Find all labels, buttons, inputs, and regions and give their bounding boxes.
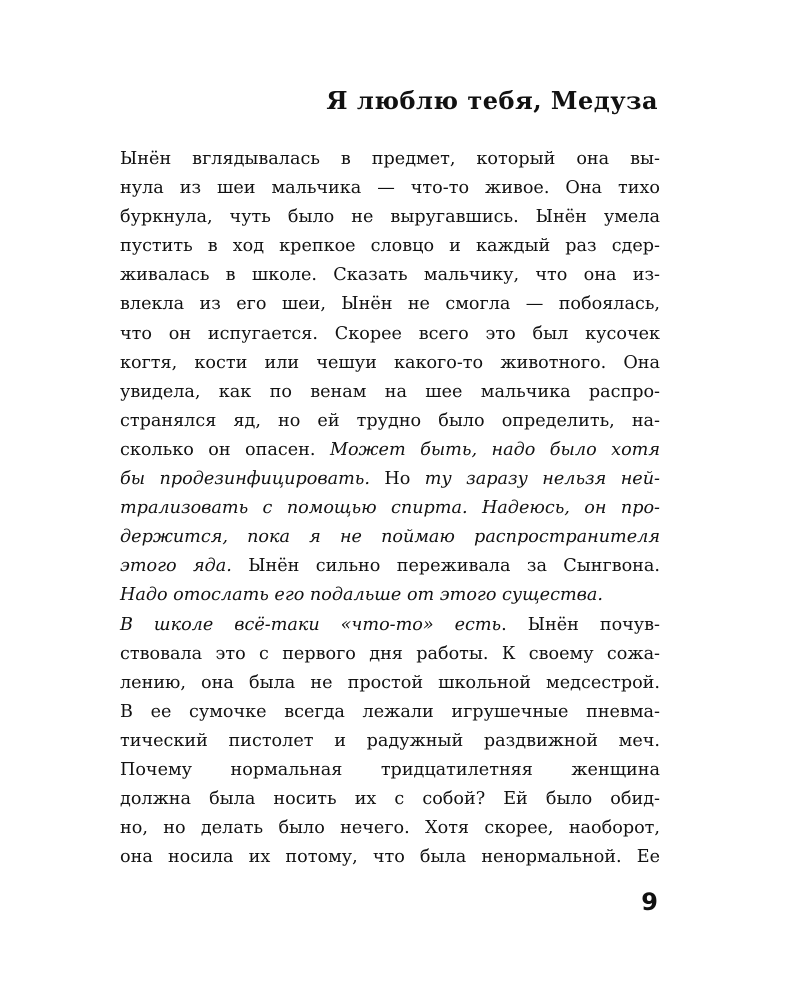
text-line bbox=[120, 727, 660, 756]
text-line bbox=[120, 407, 660, 436]
text-line bbox=[120, 640, 660, 669]
text-segment: но, но делать было нечего. Хотя скорее, наоборот, bbox=[120, 818, 660, 839]
text-segment: что он испугается. Скорее всего это был кусочек bbox=[120, 323, 660, 344]
italic-text-segment: бы продезинфицировать. bbox=[120, 469, 370, 490]
text-line bbox=[120, 349, 660, 378]
text-segment: должна была носить их с собой? Ей было обид- bbox=[120, 789, 660, 810]
italic-text-segment: трализовать с помощью спирта. Надеюсь, он про- bbox=[120, 498, 660, 519]
text-line bbox=[120, 494, 660, 523]
text-segment: Ынён сильно переживала за Сынгвона. bbox=[231, 556, 660, 577]
text-segment: ствовала это с первого дня работы. К своему сожа- bbox=[120, 643, 660, 664]
text-segment: . Ынён почув- bbox=[501, 614, 660, 635]
text-segment: живалась в школе. Сказать мальчику, что она из- bbox=[120, 265, 660, 286]
italic-text-segment: В школе всё-таки «что-то» есть bbox=[120, 614, 502, 635]
text-line bbox=[120, 290, 660, 319]
text-line bbox=[120, 378, 660, 407]
text-line bbox=[120, 465, 660, 494]
text-line bbox=[120, 174, 660, 203]
text-line bbox=[120, 611, 660, 640]
text-line bbox=[120, 669, 660, 698]
text-line bbox=[120, 523, 660, 552]
text-line bbox=[120, 785, 660, 814]
running-head: Я люблю тебя, Медуза bbox=[326, 86, 658, 115]
text-segment: пустить в ход крепкое словцо и каждый раз сдер- bbox=[120, 236, 660, 257]
text-segment: Но bbox=[369, 469, 425, 490]
body-text bbox=[120, 145, 660, 872]
text-segment: странялся яд, но ей трудно было определить, на- bbox=[120, 410, 660, 431]
text-segment: Почему нормальная тридцатилетняя женщина bbox=[120, 759, 660, 780]
page-number: 9 bbox=[641, 888, 658, 916]
text-line bbox=[120, 261, 660, 290]
text-segment: лению, она была не простой школьной медсестрой. bbox=[120, 672, 660, 693]
text-segment: буркнула, чуть было не выругавшись. Ынён умела bbox=[120, 207, 660, 228]
text-line bbox=[120, 843, 660, 872]
text-segment: когтя, кости или чешуи какого-то животного. Она bbox=[120, 352, 660, 373]
text-segment: сколько он опасен. bbox=[120, 439, 330, 460]
italic-text-segment: Надо отослать его подальше от этого существа. bbox=[120, 585, 603, 606]
text-segment: влекла из его шеи, Ынён не смогла — побоялась, bbox=[120, 294, 660, 315]
text-line bbox=[120, 756, 660, 785]
text-line bbox=[120, 814, 660, 843]
text-line bbox=[120, 698, 660, 727]
text-segment: Ынён вглядывалась в предмет, который она вы- bbox=[120, 149, 660, 169]
italic-text-segment: держится, пока я не поймаю распространителя bbox=[120, 527, 660, 548]
text-line bbox=[120, 436, 660, 465]
text-line bbox=[120, 581, 660, 610]
text-line bbox=[120, 145, 660, 174]
text-segment: увидела, как по венам на шее мальчика распро- bbox=[120, 381, 660, 402]
text-line bbox=[120, 232, 660, 261]
italic-text-segment: этого яда. bbox=[120, 556, 232, 577]
italic-text-segment: Может быть, надо было хотя bbox=[329, 439, 660, 460]
text-line bbox=[120, 552, 660, 581]
text-line bbox=[120, 320, 660, 349]
text-line bbox=[120, 203, 660, 232]
text-segment: тический пистолет и радужный раздвижной меч. bbox=[120, 730, 660, 751]
text-segment: нула из шеи мальчика — что-то живое. Она тихо bbox=[120, 178, 660, 199]
text-segment: В ее сумочке всегда лежали игрушечные пневма- bbox=[120, 701, 660, 722]
text-segment: она носила их потому, что была ненормальной. Ее bbox=[120, 847, 660, 868]
italic-text-segment: ту заразу нельзя ней- bbox=[424, 469, 660, 490]
